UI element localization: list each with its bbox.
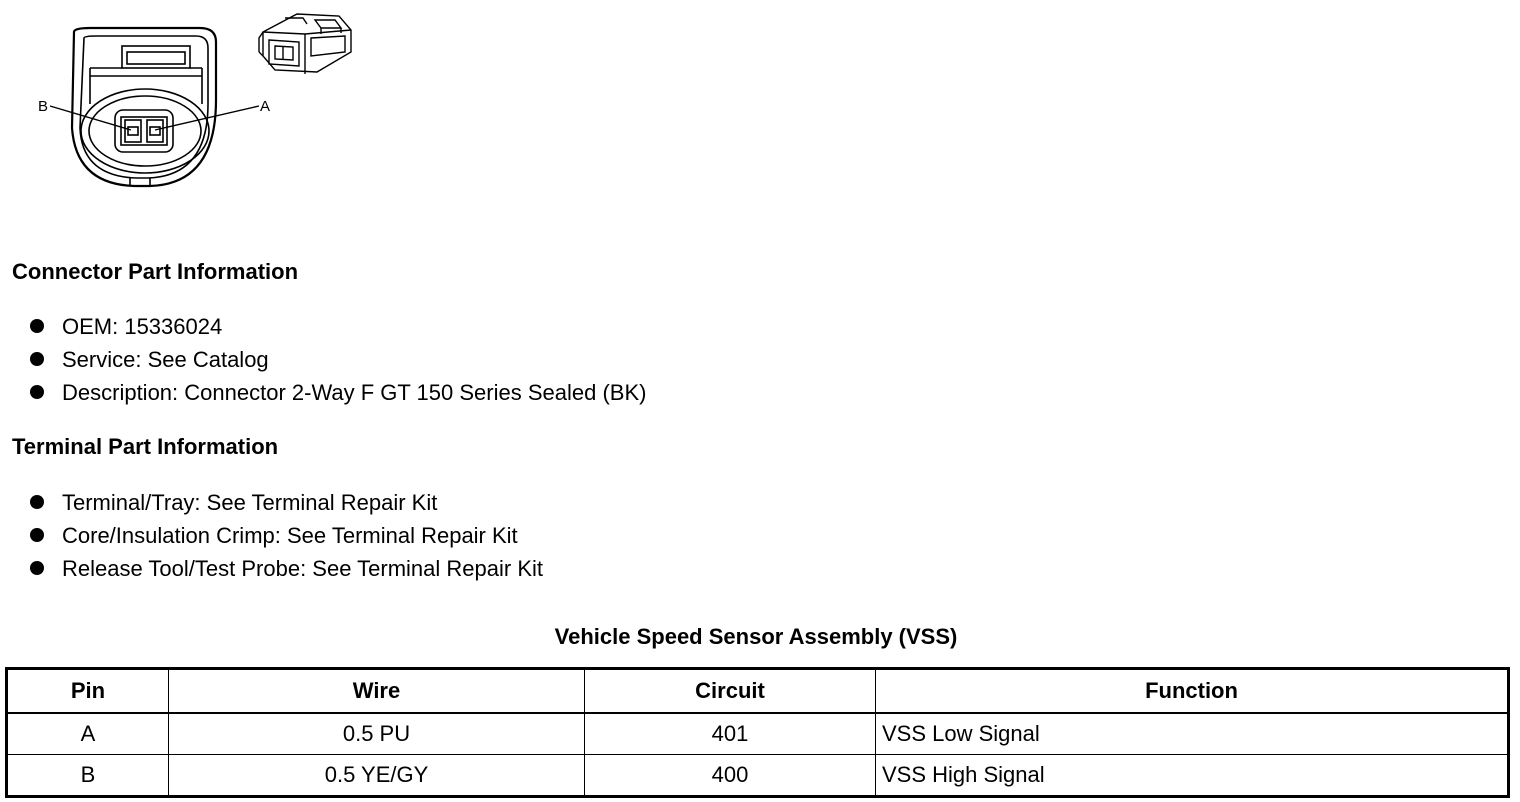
circuit-cell: 401 — [585, 713, 876, 755]
table-row — [7, 713, 1509, 755]
function-cell: VSS High Signal — [876, 755, 1509, 797]
list-item: Core/Insulation Crimp: See Terminal Repair Kit — [30, 519, 543, 552]
bullet-icon — [30, 495, 44, 509]
list-item: Service: See Catalog — [30, 343, 646, 376]
pin-table-title: Vehicle Speed Sensor Assembly (VSS) — [554, 624, 958, 649]
list-item: OEM: 15336024 — [30, 310, 646, 343]
list-item: Description: Connector 2-Way F GT 150 Series Sealed (BK) — [30, 376, 646, 409]
bullet-icon — [30, 561, 44, 575]
wire-cell: 0.5 PU — [169, 713, 585, 755]
function-cell: VSS Low Signal — [876, 713, 1509, 755]
circuit-cell: 400 — [585, 755, 876, 797]
list-item: Terminal/Tray: See Terminal Repair Kit — [30, 486, 543, 519]
column-header-wire: Wire — [169, 669, 585, 714]
bullet-icon — [30, 528, 44, 542]
column-header-pin: Pin — [7, 669, 169, 714]
bullet-icon — [30, 352, 44, 366]
terminal-part-info-list — [30, 486, 543, 585]
list-item: Release Tool/Test Probe: See Terminal Repair Kit — [30, 552, 543, 585]
pin-cell: B — [7, 755, 169, 797]
connector-part-info-list — [30, 310, 646, 409]
connector-part-info-heading: Connector Part Information — [12, 259, 299, 284]
connector-isometric-image — [255, 8, 365, 80]
table-row — [7, 755, 1509, 797]
pin-table — [5, 667, 1510, 798]
table-header-row — [7, 669, 1509, 714]
pin-label-a: A — [260, 98, 271, 115]
pin-cell: A — [7, 713, 169, 755]
column-header-function: Function — [876, 669, 1509, 714]
column-header-circuit: Circuit — [585, 669, 876, 714]
connector-face-diagram — [30, 8, 280, 193]
bullet-icon — [30, 385, 44, 399]
pin-label-b: B — [38, 98, 49, 115]
bullet-icon — [30, 319, 44, 333]
wire-cell: 0.5 YE/GY — [169, 755, 585, 797]
terminal-part-info-heading: Terminal Part Information — [12, 434, 279, 459]
